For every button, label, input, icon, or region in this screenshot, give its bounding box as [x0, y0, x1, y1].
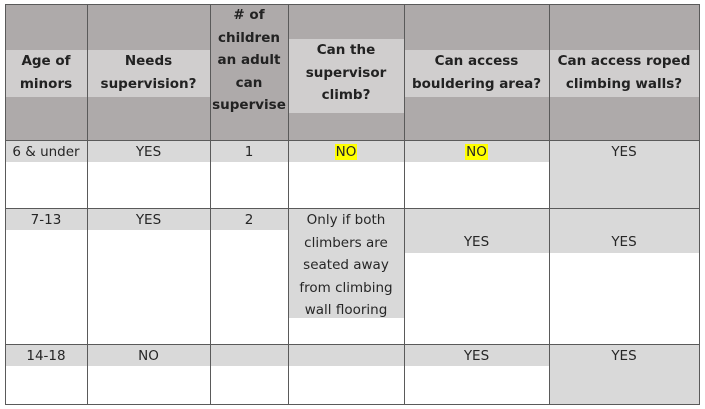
column-header: # of children an adult can supervise [212, 7, 286, 113]
table-cell [288, 141, 404, 164]
column-header: Can access roped climbing walls? [557, 53, 691, 92]
table-cell: 1 [244, 144, 254, 160]
table-cell: 2 [244, 212, 254, 228]
table-cell: Only if both climbers are seated away from climbing wall flooring [299, 212, 393, 318]
table-cell: YES [611, 144, 637, 160]
column-header: Can the supervisor climb? [305, 42, 387, 103]
column-header: Needs supervision? [100, 53, 197, 92]
table-cell: NO [138, 348, 159, 364]
highlighted-text: NO [466, 144, 487, 160]
column-header: Age of minors [19, 53, 73, 92]
column-header: Can access bouldering area? [411, 53, 542, 92]
highlighted-text: NO [335, 144, 357, 160]
table-cell: YES [463, 348, 490, 364]
column-border [699, 4, 700, 405]
table-cell: YES [611, 234, 637, 250]
table-cell: 7-13 [30, 212, 62, 228]
table-cell: 6 & under [12, 144, 80, 160]
table-cell: YES [463, 234, 490, 250]
table-cell: YES [135, 144, 162, 160]
table-cell: YES [135, 212, 162, 228]
row-border [5, 4, 700, 5]
table-cell [404, 141, 549, 164]
row-border [5, 404, 700, 405]
table-cell: 14-18 [26, 348, 66, 364]
table-cell: YES [611, 348, 637, 364]
